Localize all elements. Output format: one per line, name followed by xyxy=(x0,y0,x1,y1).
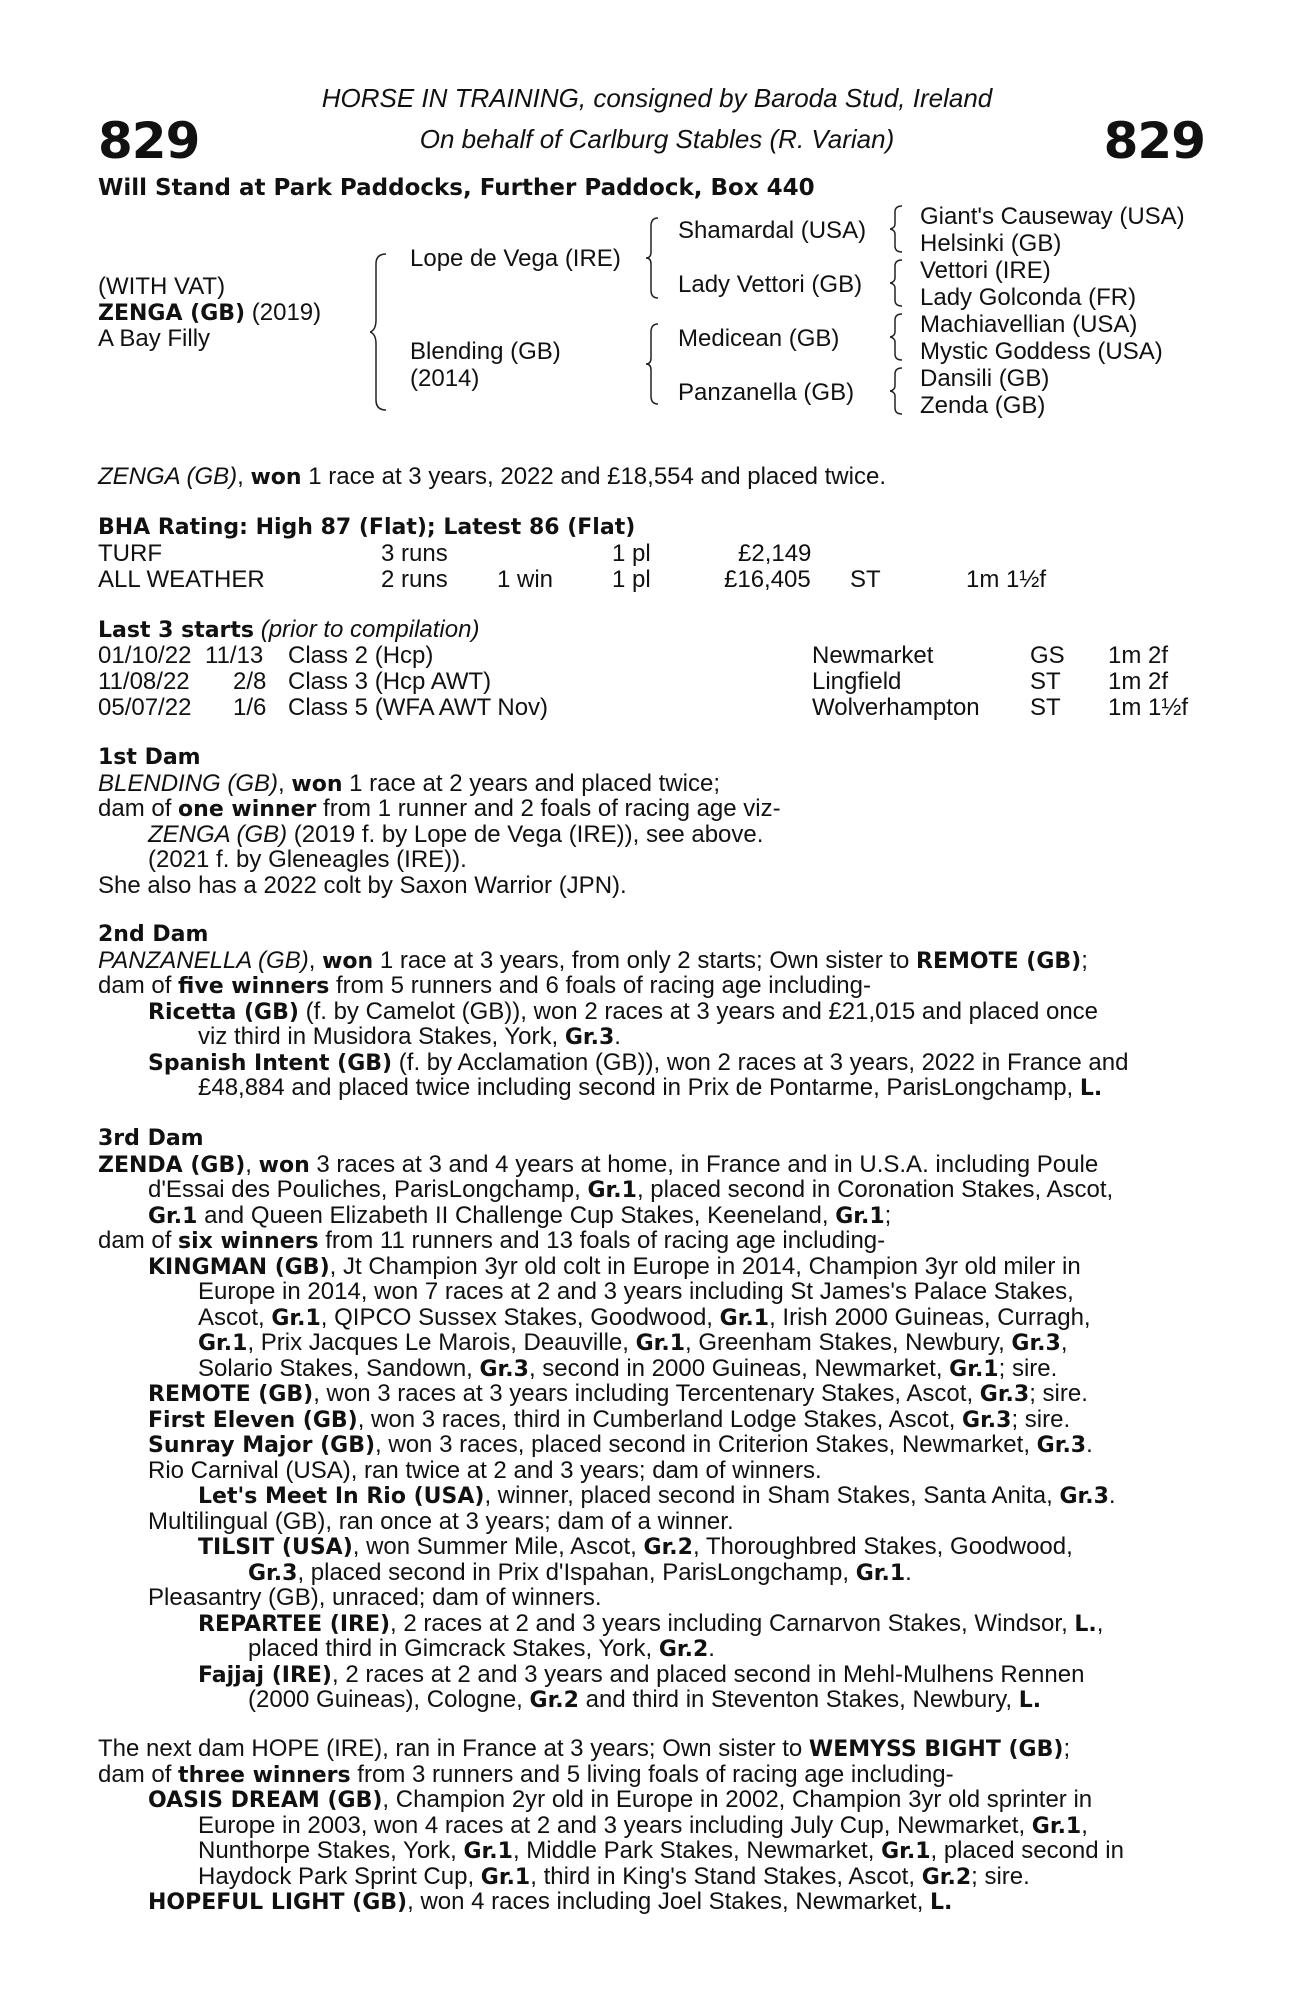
start-course: Lingfield xyxy=(812,668,902,695)
gg-2: Helsinki (GB) xyxy=(920,230,1062,257)
text-line: First Eleven (GB), won 3 races, third in Cumberland Lodge Stakes, Ascot, Gr.3; sire. xyxy=(148,1405,1071,1433)
dam-sire: Medicean (GB) xyxy=(678,325,840,352)
dam-year: (2014) xyxy=(410,365,480,392)
gg-brace-2 xyxy=(890,258,904,308)
rating-runs: 3 runs xyxy=(381,540,448,567)
rating-surface: TURF xyxy=(98,540,162,567)
start-course: Wolverhampton xyxy=(812,694,980,721)
start-race: Class 5 (WFA AWT Nov) xyxy=(288,694,549,721)
sire-sire: Shamardal (USA) xyxy=(678,217,867,244)
third-dam-section xyxy=(98,1126,1205,1713)
text-line: ZENGA (GB) (2019 f. by Lope de Vega (IRE)), see above. xyxy=(148,820,764,848)
gg-8: Zenda (GB) xyxy=(920,392,1046,419)
text-line: Gr.3, placed second in Prix d'Ispahan, ParisLongchamp, Gr.1. xyxy=(248,1558,912,1586)
text-line: PANZANELLA (GB), won 1 race at 3 years, from only 2 starts; Own sister to REMOTE (GB); xyxy=(98,946,1088,974)
gg-5: Machiavellian (USA) xyxy=(920,311,1138,338)
rating-placed: 1 pl xyxy=(612,566,651,593)
on-behalf-line: On behalf of Carlburg Stables (R. Varian) xyxy=(419,124,895,154)
rating-prize: £2,149 xyxy=(738,540,812,567)
text-line: Nunthorpe Stakes, York, Gr.1, Middle Park Stakes, Newmarket, Gr.1, placed second in xyxy=(198,1837,1124,1864)
vat-note: (WITH VAT) xyxy=(98,273,226,300)
text-line: viz third in Musidora Stakes, York, Gr.3. xyxy=(198,1023,621,1050)
consignor-line: HORSE IN TRAINING, consigned by Baroda Stud, Ireland xyxy=(321,83,993,113)
text-line: KINGMAN (GB), Jt Champion 3yr old colt in Europe in 2014, Champion 3yr old miler in xyxy=(148,1252,1081,1280)
text-line: placed third in Gimcrack Stakes, York, Gr.2. xyxy=(248,1635,715,1662)
stand-location: Will Stand at Park Paddocks, Further Paddock, Box 440 xyxy=(98,175,815,201)
text-line: Sunray Major (GB), won 3 races, placed second in Criterion Stakes, Newmarket, Gr.3. xyxy=(148,1431,1093,1458)
start-position: 1/6 xyxy=(233,694,267,721)
main-brace xyxy=(370,252,390,412)
start-distance: 1m 2f xyxy=(1108,668,1169,695)
dam-brace xyxy=(646,322,660,406)
text-line: dam of one winner from 1 runner and 2 foals of racing age viz- xyxy=(98,795,781,822)
text-line: Solario Stakes, Sandown, Gr.3, second in 2000 Guineas, Newmarket, Gr.1; sire. xyxy=(198,1354,1058,1382)
sire-brace xyxy=(646,216,660,300)
start-distance: 1m 1½f xyxy=(1108,694,1189,721)
section-heading: 2nd Dam xyxy=(98,922,209,947)
start-course: Newmarket xyxy=(812,642,934,669)
start-race: Class 3 (Hcp AWT) xyxy=(288,668,492,695)
text-line: The next dam HOPE (IRE), ran in France at 3 years; Own sister to WEMYSS BIGHT (GB); xyxy=(98,1735,1071,1762)
text-line: dam of six winners from 11 runners and 13 foals of racing age including- xyxy=(98,1227,886,1254)
second-dam-section xyxy=(98,922,1205,1101)
rating-wins: 1 win xyxy=(497,566,554,593)
section-heading: 1st Dam xyxy=(98,745,201,770)
text-line: Fajjaj (IRE), 2 races at 2 and 3 years and placed second in Mehl-Mulhens Rennen xyxy=(198,1660,1085,1688)
text-line: Ascot, Gr.1, QIPCO Sussex Stakes, Goodwood, Gr.1, Irish 2000 Guineas, Curragh, xyxy=(198,1303,1091,1331)
text-line: Rio Carnival (USA), ran twice at 2 and 3 years; dam of winners. xyxy=(148,1456,822,1484)
start-distance: 1m 2f xyxy=(1108,642,1169,669)
rating-runs: 2 runs xyxy=(381,566,448,593)
sire: Lope de Vega (IRE) xyxy=(410,245,621,272)
text-line: Europe in 2003, won 4 races at 2 and 3 years including July Cup, Newmarket, Gr.1, xyxy=(198,1811,1088,1839)
text-line: Pleasantry (GB), unraced; dam of winners. xyxy=(148,1584,602,1611)
gg-brace-4 xyxy=(890,366,904,416)
text-line: REMOTE (GB), won 3 races at 3 years including Tercentenary Stakes, Ascot, Gr.3; sire. xyxy=(148,1380,1088,1407)
start-going: ST xyxy=(1030,694,1061,721)
sire-dam: Lady Vettori (GB) xyxy=(678,271,863,298)
horse-year: (2019) xyxy=(251,299,322,326)
text-line: Let's Meet In Rio (USA), winner, placed second in Sham Stakes, Santa Anita, Gr.3. xyxy=(198,1482,1116,1509)
text-line: OASIS DREAM (GB), Champion 2yr old in Europe in 2002, Champion 3yr old sprinter in xyxy=(148,1786,1093,1813)
gg-1: Giant's Causeway (USA) xyxy=(920,203,1185,230)
text-line: Multilingual (GB), ran once at 3 years; dam of a winner. xyxy=(148,1507,734,1535)
dam: Blending (GB) xyxy=(410,338,561,365)
rating-prize: £16,405 xyxy=(724,566,811,593)
text-line: dam of five winners from 5 runners and 6 foals of racing age including- xyxy=(98,972,871,999)
text-line: REPARTEE (IRE), 2 races at 2 and 3 years including Carnarvon Stakes, Windsor, L., xyxy=(198,1609,1104,1637)
race-summary: ZENGA (GB), won 1 race at 3 years, 2022 and £18,554 and placed twice. xyxy=(98,463,886,490)
start-date: 01/10/22 xyxy=(98,642,192,669)
rating-title: BHA Rating: High 87 (Flat); Latest 86 (Flat) xyxy=(98,515,636,540)
text-line: Haydock Park Sprint Cup, Gr.1, third in King's Stand Stakes, Ascot, Gr.2; sire. xyxy=(198,1862,1030,1890)
first-dam-section xyxy=(98,745,1205,898)
text-line: BLENDING (GB), won 1 race at 2 years and placed twice; xyxy=(98,769,721,797)
gg-3: Vettori (IRE) xyxy=(920,257,1051,284)
text-line: (2021 f. by Gleneagles (IRE)). xyxy=(148,846,467,873)
start-going: GS xyxy=(1030,642,1065,669)
rating-going: ST xyxy=(850,566,881,593)
horse-description: A Bay Filly xyxy=(98,325,211,352)
horse-title xyxy=(98,300,321,327)
gg-brace-1 xyxy=(890,204,904,254)
last-starts-title: Last 3 starts (prior to compilation) xyxy=(98,616,480,643)
text-line: Gr.1, Prix Jacques Le Marois, Deauville, Gr.1, Greenham Stakes, Newbury, Gr.3, xyxy=(198,1329,1068,1356)
start-position: 11/13 xyxy=(205,642,264,669)
text-line: Spanish Intent (GB) (f. by Acclamation (GB)), won 2 races at 3 years, 2022 in France and xyxy=(148,1048,1129,1076)
gg-7: Dansili (GB) xyxy=(920,365,1050,392)
next-dam-section xyxy=(98,1736,1205,1915)
gg-4: Lady Golconda (FR) xyxy=(920,284,1137,311)
gg-6: Mystic Goddess (USA) xyxy=(920,338,1163,365)
start-race: Class 2 (Hcp) xyxy=(288,642,434,669)
text-line: Europe in 2014, won 7 races at 2 and 3 years including St James's Palace Stakes, xyxy=(198,1278,1074,1305)
text-line: Ricetta (GB) (f. by Camelot (GB)), won 2 races at 3 years and £21,015 and placed once xyxy=(148,997,1099,1025)
start-going: ST xyxy=(1030,668,1061,695)
lot-number-right: 829 xyxy=(1103,112,1205,170)
rating-placed: 1 pl xyxy=(612,540,651,567)
rating-distance: 1m 1½f xyxy=(966,566,1047,593)
horse-name: ZENGA (GB) xyxy=(98,301,246,326)
rating-surface: ALL WEATHER xyxy=(98,566,265,593)
text-line: ZENDA (GB), won 3 races at 3 and 4 years at home, in France and in U.S.A. including Poule xyxy=(98,1150,1099,1178)
text-line: £48,884 and placed twice including second in Prix de Pontarme, ParisLongchamp, L. xyxy=(198,1074,1103,1101)
text-line: She also has a 2022 colt by Saxon Warrior (JPN). xyxy=(98,871,627,899)
text-line: HOPEFUL LIGHT (GB), won 4 races including Joel Stakes, Newmarket, L. xyxy=(148,1888,953,1915)
start-position: 2/8 xyxy=(233,668,267,695)
start-date: 05/07/22 xyxy=(98,694,192,721)
text-line: TILSIT (USA), won Summer Mile, Ascot, Gr.2, Thoroughbred Stakes, Goodwood, xyxy=(198,1533,1073,1560)
text-line: d'Essai des Pouliches, ParisLongchamp, Gr.1, placed second in Coronation Stakes, Ascot, xyxy=(148,1176,1114,1203)
gg-brace-3 xyxy=(890,312,904,362)
text-line: dam of three winners from 3 runners and 5 living foals of racing age including- xyxy=(98,1760,954,1788)
lot-number-left: 829 xyxy=(98,112,200,170)
text-line: (2000 Guineas), Cologne, Gr.2 and third in Steventon Stakes, Newbury, L. xyxy=(248,1686,1042,1713)
section-heading: 3rd Dam xyxy=(98,1126,204,1151)
dam-dam: Panzanella (GB) xyxy=(678,379,855,406)
text-line: Gr.1 and Queen Elizabeth II Challenge Cup Stakes, Keeneland, Gr.1; xyxy=(148,1201,892,1229)
start-date: 11/08/22 xyxy=(98,668,190,695)
